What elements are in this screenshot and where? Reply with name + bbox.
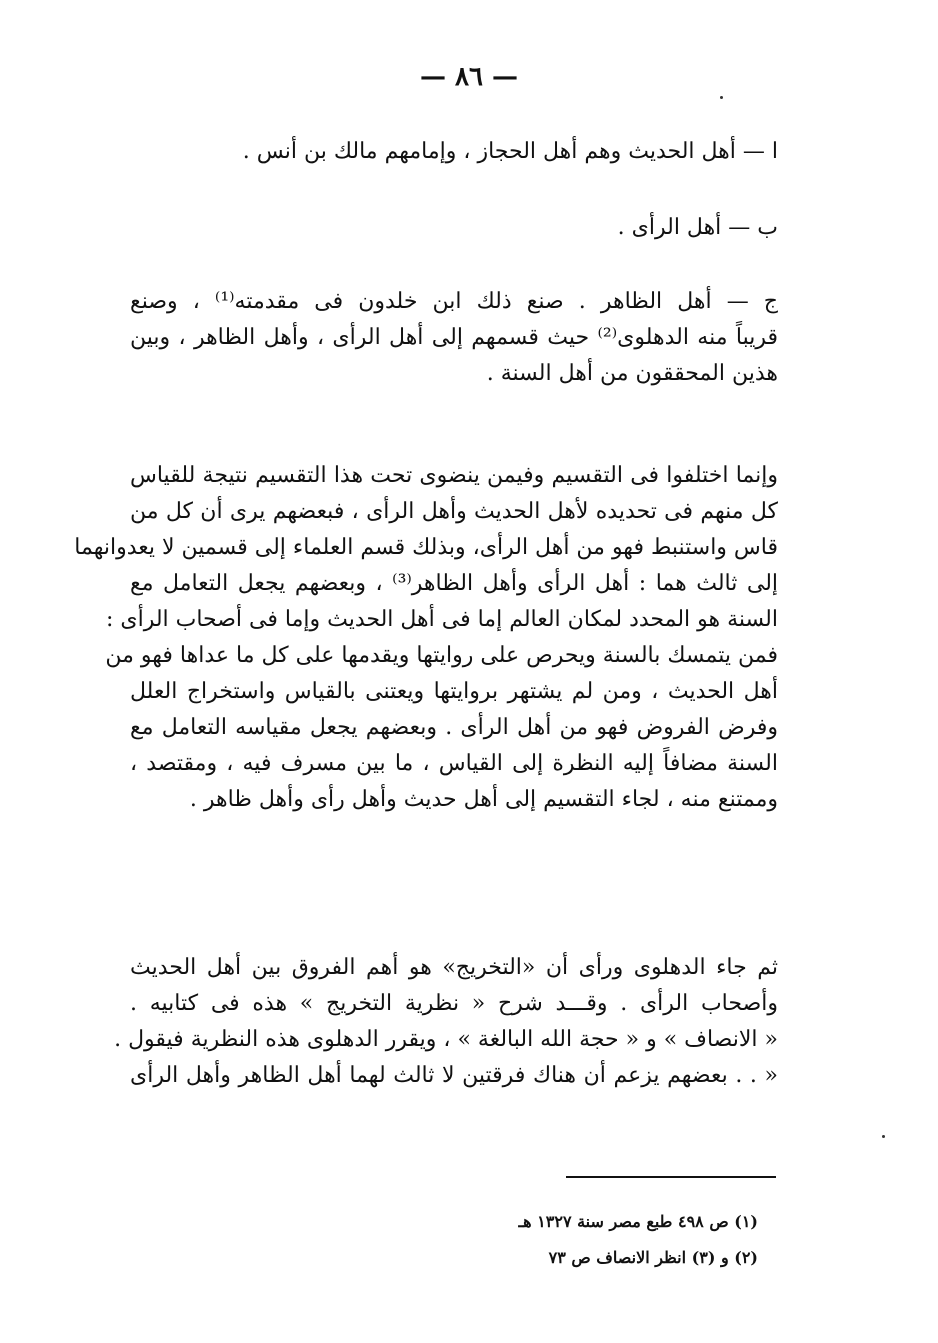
paragraph-line: وأصحاب الرأى . وقـــد شرح « نظرية التخريج » هذه فى كتابيه .: [130, 991, 778, 1016]
speck-mark: [720, 96, 723, 99]
paragraph-line: وممتنع منه ، لجاء التقسيم إلى أهل حديث وأهل رأى وأهل ظاهر .: [189, 787, 778, 812]
paragraph-line: كل منهم فى تحديده لأهل الحديث وأهل الرأى ، فبعضهم يرى أن كل من: [130, 499, 778, 524]
paragraph-line: فمن يتمسك بالسنة ويحرص على روايتها ويقدمها على كل ما عداها فهو من: [105, 643, 778, 668]
paragraph-3: [114, 950, 778, 1094]
list-item-c: [130, 284, 778, 392]
paragraph-line: « . . بعضهم يزعم أن هناك فرقتين لا ثالث لهما أهل الظاهر وأهل الرأى: [130, 1063, 778, 1088]
paragraph-line: ثم جاء الدهلوى ورأى أن «التخريج» هو أهم الفروق بين أهل الحديث: [130, 955, 778, 980]
paragraph-line: إلى ثالث هما : أهل الرأى وأهل الظاهر⁽³⁾ ، وبعضهم يجعل التعامل مع: [130, 571, 779, 596]
speck-mark: [882, 1135, 885, 1138]
paragraph-line: السنة مضافاً إليه النظرة إلى القياس ، ما بين مسرف فيه ، ومقتصد ،: [130, 751, 778, 776]
page-number: — ٨٦ —: [419, 62, 519, 92]
paragraph-line: قريباً منه الدهلوى⁽²⁾ حيث قسمهم إلى أهل الرأى ، وأهل الظاهر ، وبين: [130, 325, 779, 350]
footnote: (١) ص ٤٩٨ طبع مصر سنة ١٣٢٧ هـ: [518, 1212, 758, 1231]
footnote: (٢) و (٣) انظر الانصاف ص ٧٣: [548, 1248, 758, 1267]
paragraph-line: قاس واستنبط فهو من أهل الرأى، وبذلك قسم العلماء إلى قسمين لا يعدوانهما: [74, 535, 778, 560]
footnotes: [420, 1204, 758, 1276]
list-item-a: [130, 134, 778, 170]
paragraph-line: وإنما اختلفوا فى التقسيم وفيمن ينضوى تحت هذا التقسيم نتيجة للقياس: [130, 463, 778, 488]
paragraph-line: وفرض الفروض فهو من أهل الرأى . وبعضهم يجعل مقياسه التعامل مع: [130, 715, 778, 740]
list-item-b: [130, 210, 778, 246]
item-line: ب — أهل الرأى .: [617, 215, 778, 240]
paragraph-line: أهل الحديث ، ومن لم يشتهر بروايتها ويعتنى بالقياس واستخراج العلل: [130, 679, 778, 704]
item-line: ج — أهل الظاهر . صنع ذلك ابن خلدون فى مقدمته⁽¹⁾ ، وصنع: [130, 289, 778, 314]
paragraph-line: السنة هو المحدد لمكان العالم إما فى أهل الحديث وإما فى أصحاب الرأى :: [105, 607, 778, 632]
paragraph-2: [74, 458, 779, 818]
footnote-separator: [566, 1176, 776, 1178]
item-line: ا — أهل الحديث وهم أهل الحجاز ، وإمامهم مالك بن أنس .: [242, 139, 778, 164]
paragraph-line: « الانصاف » و « حجة الله البالغة » ، ويقرر الدهلوى هذه النظرية فيقول .: [114, 1027, 778, 1052]
paragraph-line: هذين المحققون من أهل السنة .: [486, 361, 778, 386]
